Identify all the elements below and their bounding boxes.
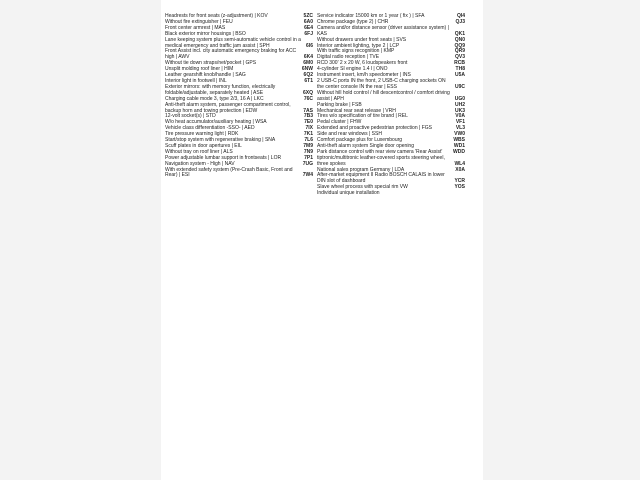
option-code: UH2 [454, 101, 465, 108]
option-code: 6E4 [304, 24, 313, 31]
option-description: Leather gearshift knob/handle | SAG [165, 72, 246, 79]
option-code: WDD [453, 148, 465, 155]
option-row [317, 91, 465, 103]
option-description: Tires w/o specification of tire brand | REL [317, 113, 408, 120]
option-description: Interior ambient lighting, type 2 | LCP [317, 42, 400, 49]
option-description: 4-cylinder SI engine 1.4 l | ONO [317, 66, 388, 73]
option-description: Without fire extinguisher | FEU [165, 18, 233, 25]
option-description: 12-volt socket(s) | STD [165, 113, 216, 120]
option-code: TH8 [455, 66, 465, 73]
option-code: RCB [454, 60, 465, 67]
option-description: Slave wheel process with special rim VW [317, 184, 408, 191]
option-code: 6I6 [306, 42, 313, 49]
option-code: 7P1 [304, 154, 313, 161]
options-list-left [165, 14, 313, 179]
option-code: QR9 [454, 48, 465, 55]
option-code: 6M0 [303, 60, 313, 67]
option-description: W/o heat accumulator/auxiliary heating | WSA [165, 119, 267, 126]
option-code: 6A0 [303, 18, 313, 25]
option-code: WBS [453, 137, 465, 144]
option-description: Instrument insert, km/h speedometer | INS [317, 72, 411, 79]
option-code: U9C [454, 83, 465, 90]
option-description: Side and rear windows | SSH [317, 131, 382, 138]
option-code: V0A [455, 113, 465, 120]
option-description: Anti-theft alarm system Single door opening [317, 142, 414, 149]
option-description: Parking brake | FSB [317, 101, 362, 108]
option-code: WL4 [454, 160, 465, 167]
option-code: WD1 [453, 142, 465, 149]
option-description: Anti-theft alarm system, passenger compartment control, backup horn and towing protection | EDW [165, 101, 291, 114]
option-code: QJ3 [455, 18, 465, 25]
option-description: 2 USB-C ports IN the front, 2 USB-C charging sockets ON the center console IN the rear | ESS [317, 77, 446, 90]
option-description: Front center armrest | MAS [165, 24, 226, 31]
option-code: 6FJ [304, 30, 313, 37]
option-code: UG0 [454, 95, 465, 102]
option-code: 7B3 [303, 113, 313, 120]
option-description: Unsplit molding roof liner | HIM [165, 66, 234, 73]
option-description: Scuff plates in door apertures | EIL [165, 142, 242, 149]
option-code: 7K1 [303, 131, 313, 138]
option-code: 5ZC [303, 13, 313, 19]
options-list-right [317, 14, 465, 197]
option-description: With extended safety system (Pre-Crash Basic, Front and Rear) | ESI [165, 166, 293, 179]
option-description: Tire pressure warning light | RDK [165, 131, 239, 138]
option-description: Charging cable mode 3, type 2/3, 16 A | LKC [165, 95, 264, 102]
option-description: Service indicator 15000 km or 1 year ( fix ) | SFA [317, 13, 425, 19]
option-code: UK3 [454, 107, 465, 114]
option-code: X0A [455, 166, 465, 173]
option-code: 7UG [302, 160, 313, 167]
option-code: 6K4 [303, 54, 313, 61]
option-description: Without tie down straps/net/pocket | GPS [165, 60, 257, 67]
option-description: Start/stop system with regenerative braking | SNA [165, 137, 276, 144]
option-description: Black exterior mirror housings | BSO [165, 30, 246, 37]
option-code: YCR [454, 178, 465, 185]
option-row [317, 26, 465, 38]
option-description: Without tray on roof liner | ALS [165, 148, 233, 155]
option-code: 7L6 [304, 137, 313, 144]
option-code: YOS [454, 184, 465, 191]
option-code: U5A [454, 72, 465, 79]
option-row [317, 156, 465, 168]
option-description: Pedal cluster | FHW [317, 119, 362, 126]
option-code: 7IX [305, 125, 313, 132]
option-description: Extended and proactive pedestrian protection | FGS [317, 125, 432, 132]
option-code: 76C [303, 95, 313, 102]
option-description: Comfort package plus for Luxembourg [317, 137, 403, 144]
option-description: Front Assist incl. city automatic emergency braking for ACC high | AWV [165, 48, 297, 61]
option-description: After-market equipment II Radio BOSCH CALAIS in lower DIN slot of dashboard [317, 172, 445, 185]
option-row [165, 85, 313, 97]
option-description: Park distance control with rear view camera 'Rear Assist' [317, 148, 443, 155]
option-code: VL3 [455, 125, 465, 132]
option-description: Without drawers under front seats | SVS [317, 36, 407, 43]
option-code: QN0 [454, 36, 465, 43]
option-description: Vehicle class differentiation -SSO- | AED [165, 125, 255, 132]
option-description: Individual unique installation [317, 190, 380, 197]
option-code: QK1 [454, 30, 465, 37]
option-description: Camera and/or distance sensor (driver assistance system) | KAS [317, 24, 449, 37]
option-code: VW0 [454, 131, 465, 138]
option-code: 7M9 [303, 142, 313, 149]
option-code: 7W4 [302, 172, 313, 179]
option-code: 7E0 [304, 119, 313, 126]
option-description: With traffic signs recognition | KMP [317, 48, 395, 55]
option-row [317, 191, 465, 197]
option-description: Digital radio reception | TVE [317, 54, 380, 61]
option-row [317, 79, 465, 91]
option-description: Exterior mirrors: with memory function, electrically foldable/adjustable, separately heated | ASE [165, 83, 276, 96]
option-code: QI4 [456, 13, 465, 19]
option-code: 6XQ [302, 89, 313, 96]
option-code: 7N9 [303, 148, 313, 155]
option-description: Mechanical rear seat release | VRH [317, 107, 396, 114]
option-row [165, 168, 313, 180]
option-description: Chrome package (type 2) | CHR [317, 18, 389, 25]
option-code: 7AS [303, 107, 313, 114]
option-description: Navigation system - High | NAV [165, 160, 235, 167]
option-code: 6NW [301, 66, 313, 73]
option-description: Interior light in footwell | INL [165, 77, 227, 84]
option-code: QQ9 [454, 42, 465, 49]
option-description: National sales program Germany | LDA [317, 166, 405, 173]
option-description: Lane keeping system plus semi-automatic vehicle control in a medical emergency and traffic jam assist | SPH [165, 36, 301, 49]
option-description: tiptronic/multitronic leather-covered sports steering wheel, three spokes [317, 154, 445, 167]
option-description: RCD 300' 2 x 20 W, 6 loudspeakers front [317, 60, 408, 67]
option-description: Headrests for front seats (z-adjustment) | KOV [165, 13, 268, 19]
option-description: Without hill hold control / hill descentcontrol / comfort driving assist | APH [317, 89, 450, 102]
option-description: Power adjustable lumbar support in frontseats | LOR [165, 154, 282, 161]
option-code: 6T1 [304, 77, 313, 84]
option-code: VF1 [455, 119, 465, 126]
option-code: 6Q2 [303, 72, 313, 79]
option-code: QV3 [454, 54, 465, 61]
